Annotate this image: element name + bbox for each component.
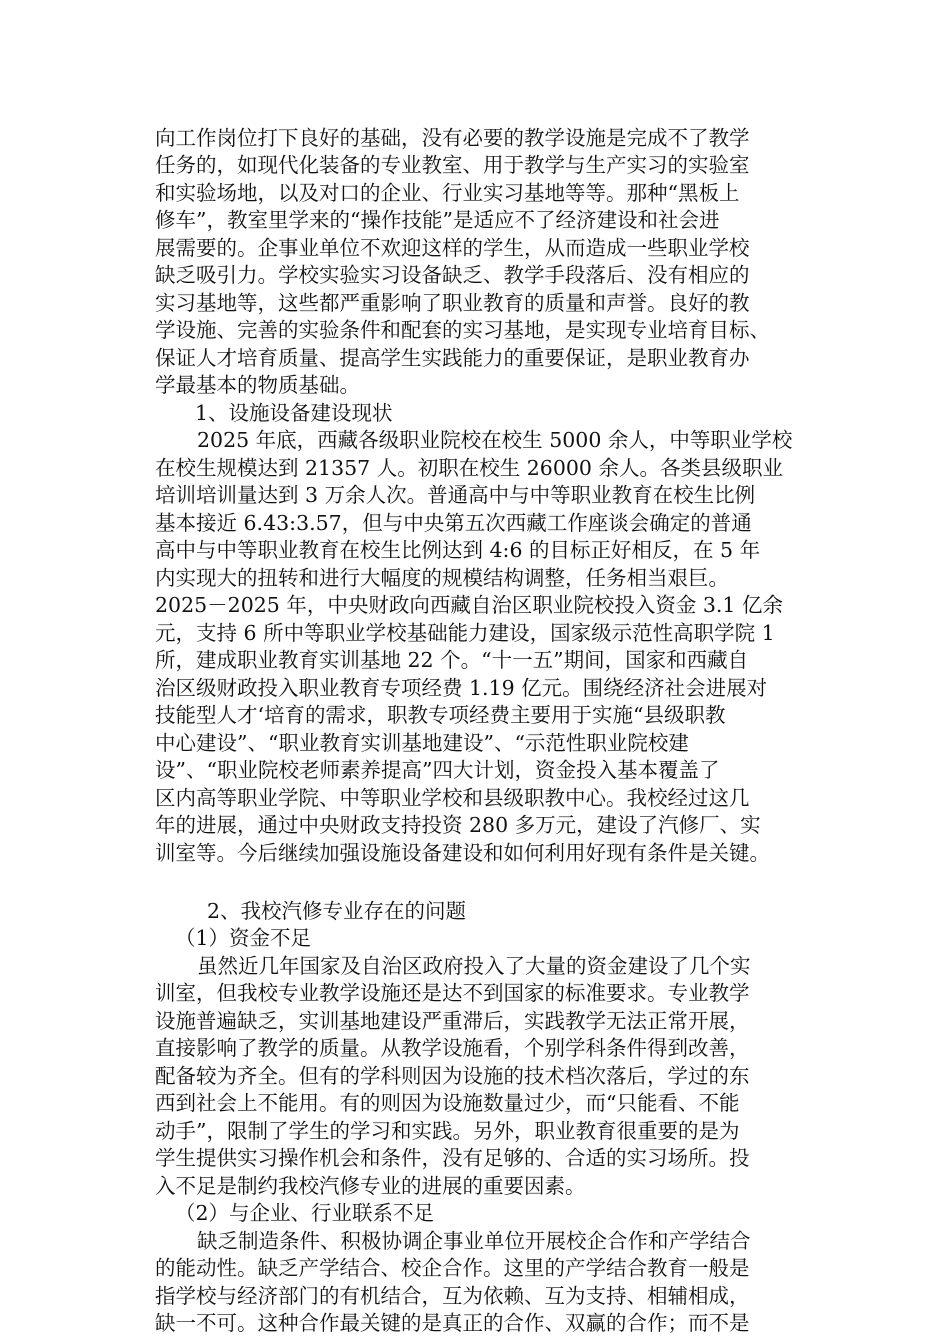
text-line: 中心建设”、“职业教育实训基地建设”、“示范性职业院校建 xyxy=(155,731,689,755)
text-line: 设”、“职业院校老师素养提高”四大计划，资金投入基本覆盖了 xyxy=(155,758,720,782)
text-line: 学最基本的物质基础。 xyxy=(155,373,360,397)
text-line: 动手”，限制了学生的学习和实践。另外，职业教育很重要的是为 xyxy=(155,1119,740,1143)
text-line: 缺乏吸引力。学校实验实习设备缺乏、教学手段落后、没有相应的 xyxy=(155,263,750,287)
text-line: 技能型人才‘培育的需求，职教专项经费主要用于实施“县级职教 xyxy=(155,703,726,727)
text-line: 训室，但我校专业教学设施还是达不到国家的标准要求。专业教学 xyxy=(155,981,750,1005)
text-line: 高中与中等职业教育在校生比例达到 4:6 的目标正好相反，在 5 年 xyxy=(155,538,761,562)
text-line: 配备较为齐全。但有的学科则因为设施的技术档次落后，学过的东 xyxy=(155,1064,750,1088)
text-line: 2025 年底，西藏各级职业院校在校生 5000 余人，中等职业学校 xyxy=(197,428,793,452)
section-heading: 2、我校汽修专业存在的问题 xyxy=(207,899,467,923)
text-line: 修车”，教室里学来的“操作技能”是适应不了经济建设和社会进 xyxy=(155,208,720,232)
text-line: 元，支持 6 所中等职业学校基础能力建设，国家级示范性高职学院 1 xyxy=(155,621,775,645)
section-heading: 1、设施设备建设现状 xyxy=(195,401,393,425)
text-line: 内实现大的扭转和进行大幅度的规模结构调整，任务相当艰巨。 xyxy=(155,566,729,590)
text-line: 在校生规模达到 21357 人。初职在校生 26000 余人。各类县级职业 xyxy=(155,456,783,480)
text-line: 培训培训量达到 3 万余人次。普通高中与中等职业教育在校生比例 xyxy=(155,483,756,507)
text-line: 基本接近 6.43:3.57，但与中央第五次西藏工作座谈会确定的普通 xyxy=(155,511,752,535)
text-line: 区内高等职业学院、中等职业学校和县级职教中心。我校经过这几 xyxy=(155,786,750,810)
text-line: 虽然近几年国家及自治区政府投入了大量的资金建设了几个实 xyxy=(197,954,751,978)
text-line: 保证人才培育质量、提高学生实践能力的重要保证，是职业教育办 xyxy=(155,346,750,370)
text-line: 所，建成职业教育实训基地 22 个。“十一五”期间，国家和西藏自 xyxy=(155,648,749,672)
subsection-heading: （2）与企业、行业联系不足 xyxy=(175,1201,435,1225)
text-line: 2025－2025 年，中央财政向西藏自治区职业院校投入资金 3.1 亿余 xyxy=(155,593,783,617)
text-line: 训室等。今后继续加强设施设备建设和如何利用好现有条件是关键。 xyxy=(155,841,770,865)
text-line: 学生提供实习操作机会和条件，没有足够的、合适的实习场所。投 xyxy=(155,1146,750,1170)
subsection-heading: （1）资金不足 xyxy=(175,926,312,950)
text-line: 和实验场地，以及对口的企业、行业实习基地等等。那种“黑板上 xyxy=(155,181,740,205)
text-line: 展需要的。企事业单位不欢迎这样的学生，从而造成一些职业学校 xyxy=(155,236,750,260)
text-line: 缺乏制造条件、积极协调企事业单位开展校企合作和产学结合 xyxy=(197,1229,751,1253)
text-line: 的能动性。缺乏产学结合、校企合作。这里的产学结合教育一般是 xyxy=(155,1256,750,1280)
text-line: 学设施、完善的实验条件和配套的实习基地，是实现专业培育目标、 xyxy=(155,318,770,342)
text-line: 设施普遍缺乏，实训基地建设严重滞后，实践教学无法正常开展， xyxy=(155,1009,750,1033)
text-line: 实习基地等，这些都严重影响了职业教育的质量和声誉。良好的教 xyxy=(155,291,750,315)
text-line: 直接影响了教学的质量。从教学设施看，个别学科条件得到改善， xyxy=(155,1036,750,1060)
text-line: 任务的，如现代化装备的专业教室、用于教学与生产实习的实验室 xyxy=(155,153,750,177)
text-line: 年的进展，通过中央财政支持投资 280 多万元，建设了汽修厂、实 xyxy=(155,813,761,837)
text-line: 指学校与经济部门的有机结合，互为依赖、互为支持、相辅相成， xyxy=(155,1284,750,1308)
text-line: 入不足是制约我校汽修专业的进展的重要因素。 xyxy=(155,1174,586,1198)
text-line: 治区级财政投入职业教育专项经费 1.19 亿元。围绕经济社会进展对 xyxy=(155,676,768,700)
text-line: 西到社会上不能用。有的则因为设施数量过少，而“只能看、不能 xyxy=(155,1091,740,1115)
text-line: 缺一不可。这种合作最关键的是真正的合作、双赢的合作；而不是 xyxy=(155,1311,750,1335)
text-line: 向工作岗位打下良好的基础，没有必要的教学设施是完成不了教学 xyxy=(155,126,750,150)
